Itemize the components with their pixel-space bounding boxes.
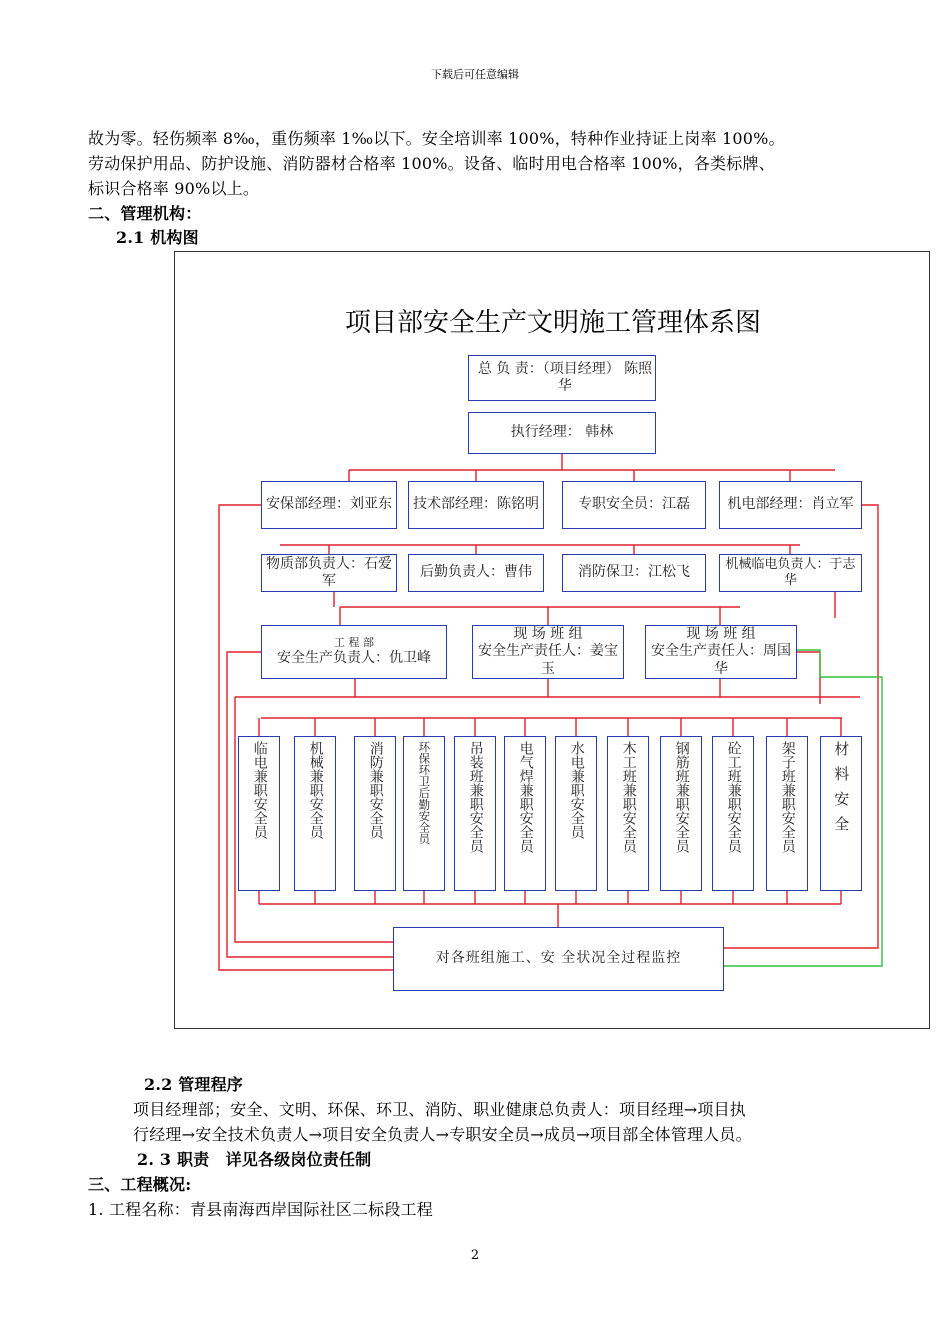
section-heading: 二、管理机构：: [88, 204, 202, 223]
crew-box: 临电兼职安全员: [238, 736, 280, 891]
team-box-person: 安全生产责任人：姜宝玉: [478, 643, 618, 677]
crew-box: 材料安全: [820, 736, 862, 891]
dept-box: 后勤负责人：曹伟: [408, 554, 544, 592]
team-box-title: 工 程 部: [334, 636, 374, 650]
crew-box: 机械兼职安全员: [294, 736, 336, 891]
crew-box: 水电兼职安全员: [555, 736, 597, 891]
crew-box: 架子班兼职安全员: [766, 736, 808, 891]
subsection-heading: 2.1 机构图: [116, 228, 199, 247]
crew-box: 钢筋班兼职安全员: [660, 736, 702, 891]
team-box: [645, 625, 797, 679]
dept-box: 物质部负责人：石爱军: [261, 554, 397, 592]
chart-title: 项目部安全生产文明施工管理体系图: [344, 308, 761, 338]
paragraph-line: 故为零。轻伤频率 8‰，重伤频率 1‰以下。安全培训率 100%，特种作业持证上岗率 100%。: [88, 129, 785, 148]
paragraph-line: 行经理→安全技术负责人→项目安全负责人→专职安全员→成员→项目部全体管理人员。: [133, 1125, 752, 1144]
crew-box: 木工班兼职安全员: [607, 736, 649, 891]
dept-box: 机电部经理：肖立军: [719, 481, 862, 529]
org-chart: [174, 251, 930, 1029]
dept-box: 消防保卫：江松飞: [562, 554, 706, 592]
header-note: 下载后可任意编辑: [431, 68, 519, 81]
connector-line: [797, 652, 820, 704]
team-box: [261, 625, 447, 679]
paragraph-line: 标识合格率 90%以上。: [88, 179, 260, 198]
monitor-box: 对各班组施工、安 全状况全过程监控: [393, 927, 724, 991]
crew-box: 砼工班兼职安全员: [712, 736, 754, 891]
paragraph-line: 劳动保护用品、防护设施、消防器材合格率 100%。设备、临时用电合格率 100%，各类标牌、: [88, 154, 775, 173]
dept-box: 机械临电负责人：于志华: [719, 554, 862, 592]
executive-manager-box: 执行经理： 韩林: [468, 412, 656, 454]
dept-box: 安保部经理：刘亚东: [261, 481, 397, 529]
crew-box: 电气焊兼职安全员: [504, 736, 546, 891]
page-number: 2: [470, 1248, 480, 1263]
dept-box: 技术部经理：陈铭明: [408, 481, 544, 529]
team-box-title: 现 场 班 组: [686, 625, 756, 642]
crew-box: 吊装班兼职安全员: [454, 736, 496, 891]
top-manager-box: 总 负 责：（项目经理） 陈照华: [468, 355, 656, 401]
section-heading: 三、工程概况:: [88, 1175, 192, 1194]
dept-box: 专职安全员：江磊: [562, 481, 706, 529]
crew-box: 环保环卫后勤安全员: [403, 736, 445, 891]
team-box-person: 安全生产负责人：仇卫峰: [277, 650, 431, 667]
team-box: [472, 625, 624, 679]
paragraph-line: 项目经理部；安全、文明、环保、环卫、消防、职业健康总负责人：项目经理→项目执: [133, 1100, 747, 1119]
crew-box: 消防兼职安全员: [354, 736, 396, 891]
subsection-heading: 2.2 管理程序: [144, 1075, 244, 1094]
team-box-title: 现 场 班 组: [513, 625, 583, 642]
subsection-heading: 2. 3 职责 详见各级岗位责任制: [137, 1150, 372, 1169]
paragraph-line: 1. 工程名称：青县南海西岸国际社区二标段工程: [88, 1200, 433, 1219]
team-box-person: 安全生产责任人：周国华: [651, 643, 791, 677]
